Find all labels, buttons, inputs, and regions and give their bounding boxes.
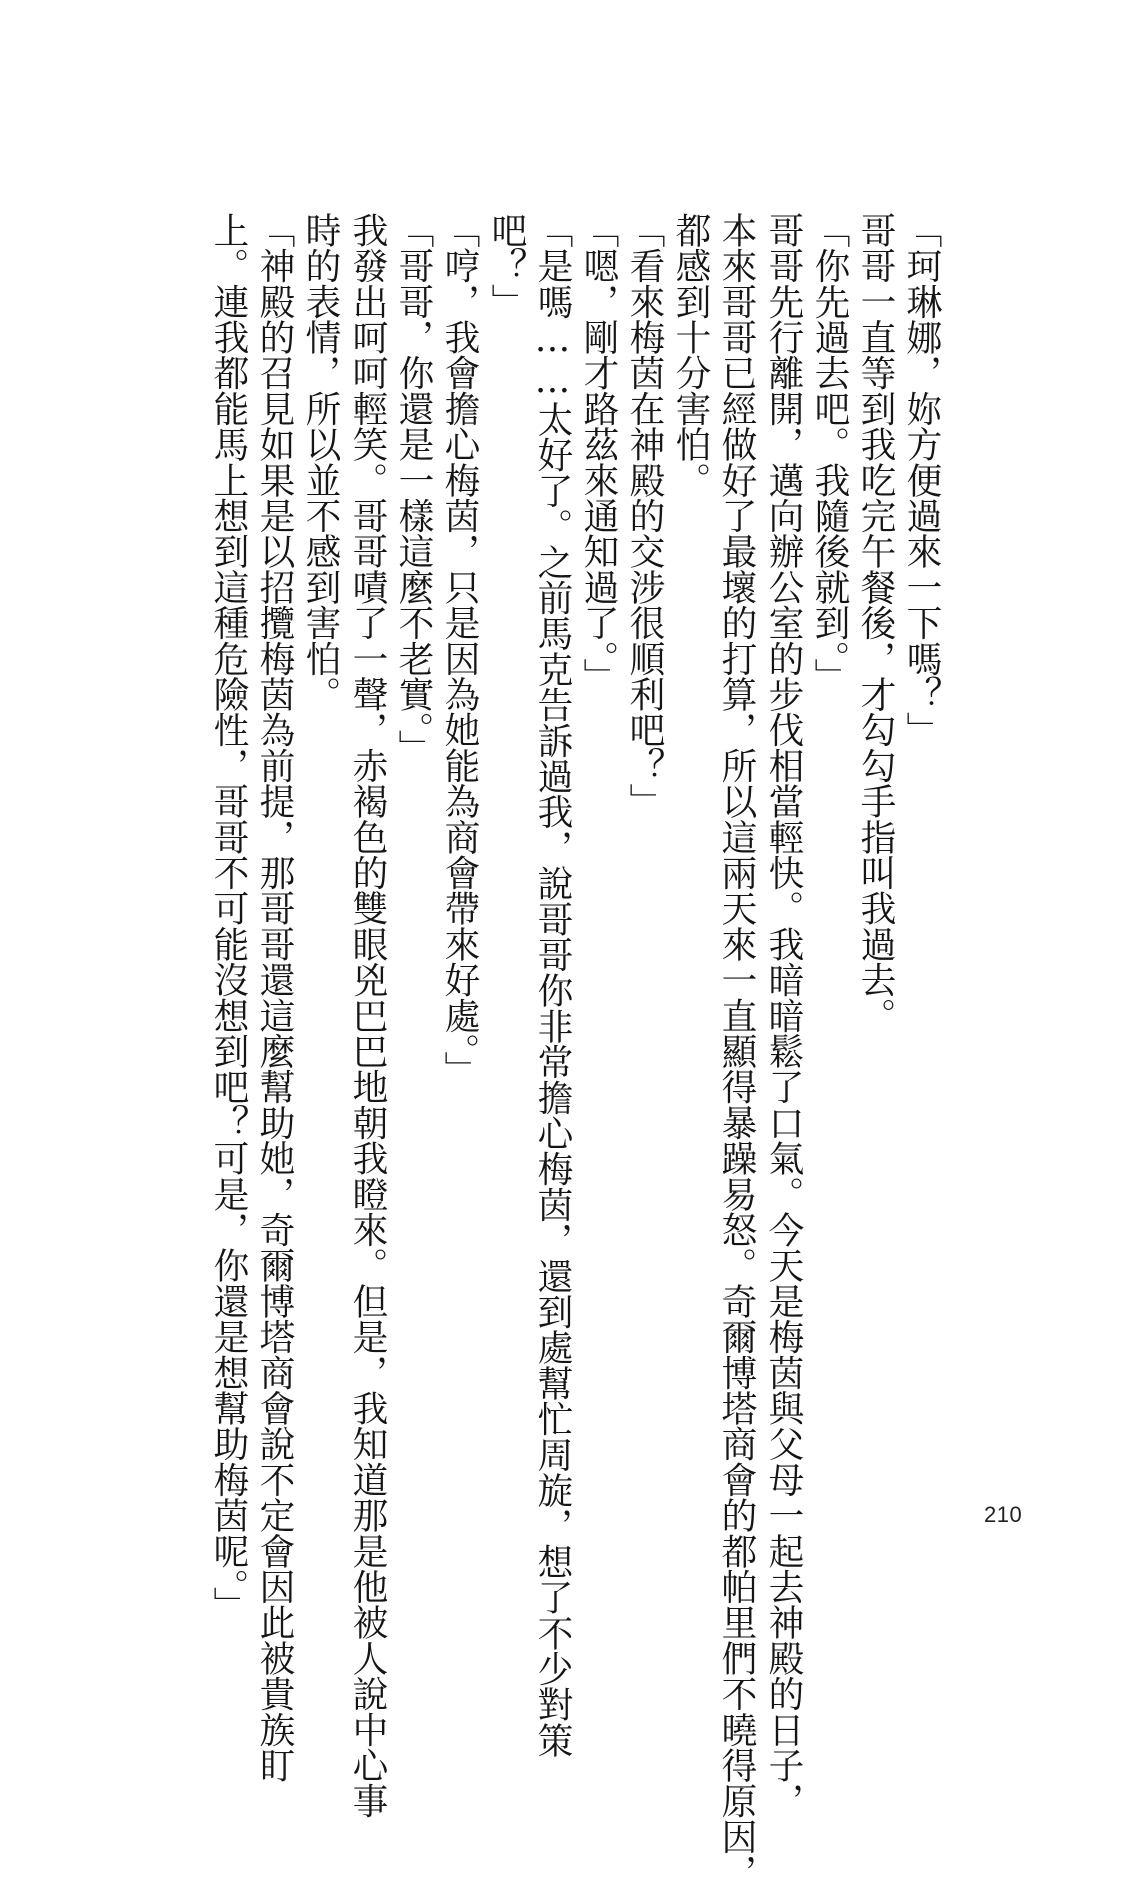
text-column: 本來哥哥已經做好了最壞的打算，所以這兩天來一直顯得暴躁易怒。奇爾博塔商會的都帕里們不曉得原因， — [716, 212, 757, 1890]
text-column: 吧？」 — [486, 212, 527, 320]
text-column: 「神殿的召見如果是以招攬梅茵為前提，那哥哥還這麼幫助她，奇爾博塔商會說不定會因此被貴族盯 — [254, 212, 295, 1783]
page-number: 210 — [984, 1502, 1023, 1527]
text-column: 我發出呵呵輕笑。哥哥嘖了一聲，赤褐色的雙眼兇巴巴地朝我瞪來。但是，我知道那是他被人說中心事 — [347, 212, 388, 1819]
text-column: 「你先過去吧。我隨後就到。」 — [809, 212, 850, 694]
text-column: 「哥哥，你還是一樣這麼不老實。」 — [393, 212, 434, 766]
text-column: 「看來梅茵在神殿的交涉很順利吧？」 — [624, 212, 665, 819]
text-column: 「嗯，剛才路茲來通知過了。」 — [578, 212, 619, 694]
text-column: 「哼，我會擔心梅茵，只是因為她能為商會帶來好處。」 — [439, 212, 480, 1087]
text-column: 時的表情，所以並不感到害怕。 — [300, 212, 341, 712]
text-column: 哥哥一直等到我吃完午餐後，才勾勾手指叫我過去。 — [855, 212, 896, 1034]
text-column: 上。連我都能馬上想到這種危險性，哥哥不可能沒想到吧？可是，你還是想幫助梅茵呢。」 — [208, 212, 249, 1623]
text-column: 都感到十分害怕。 — [670, 212, 711, 498]
text-column: 哥哥先行離開，邁向辦公室的步伐相當輕快。我暗暗鬆了口氣。今天是梅茵與父母一起去神殿的日子， — [763, 212, 804, 1819]
text-column: 「是嗎……太好了。之前馬克告訴過我，說哥哥你非常擔心梅茵，還到處幫忙周旋，想了不少對策 — [532, 212, 573, 1758]
text-column: 「珂琳娜，妳方便過來一下嗎？」 — [901, 212, 942, 748]
